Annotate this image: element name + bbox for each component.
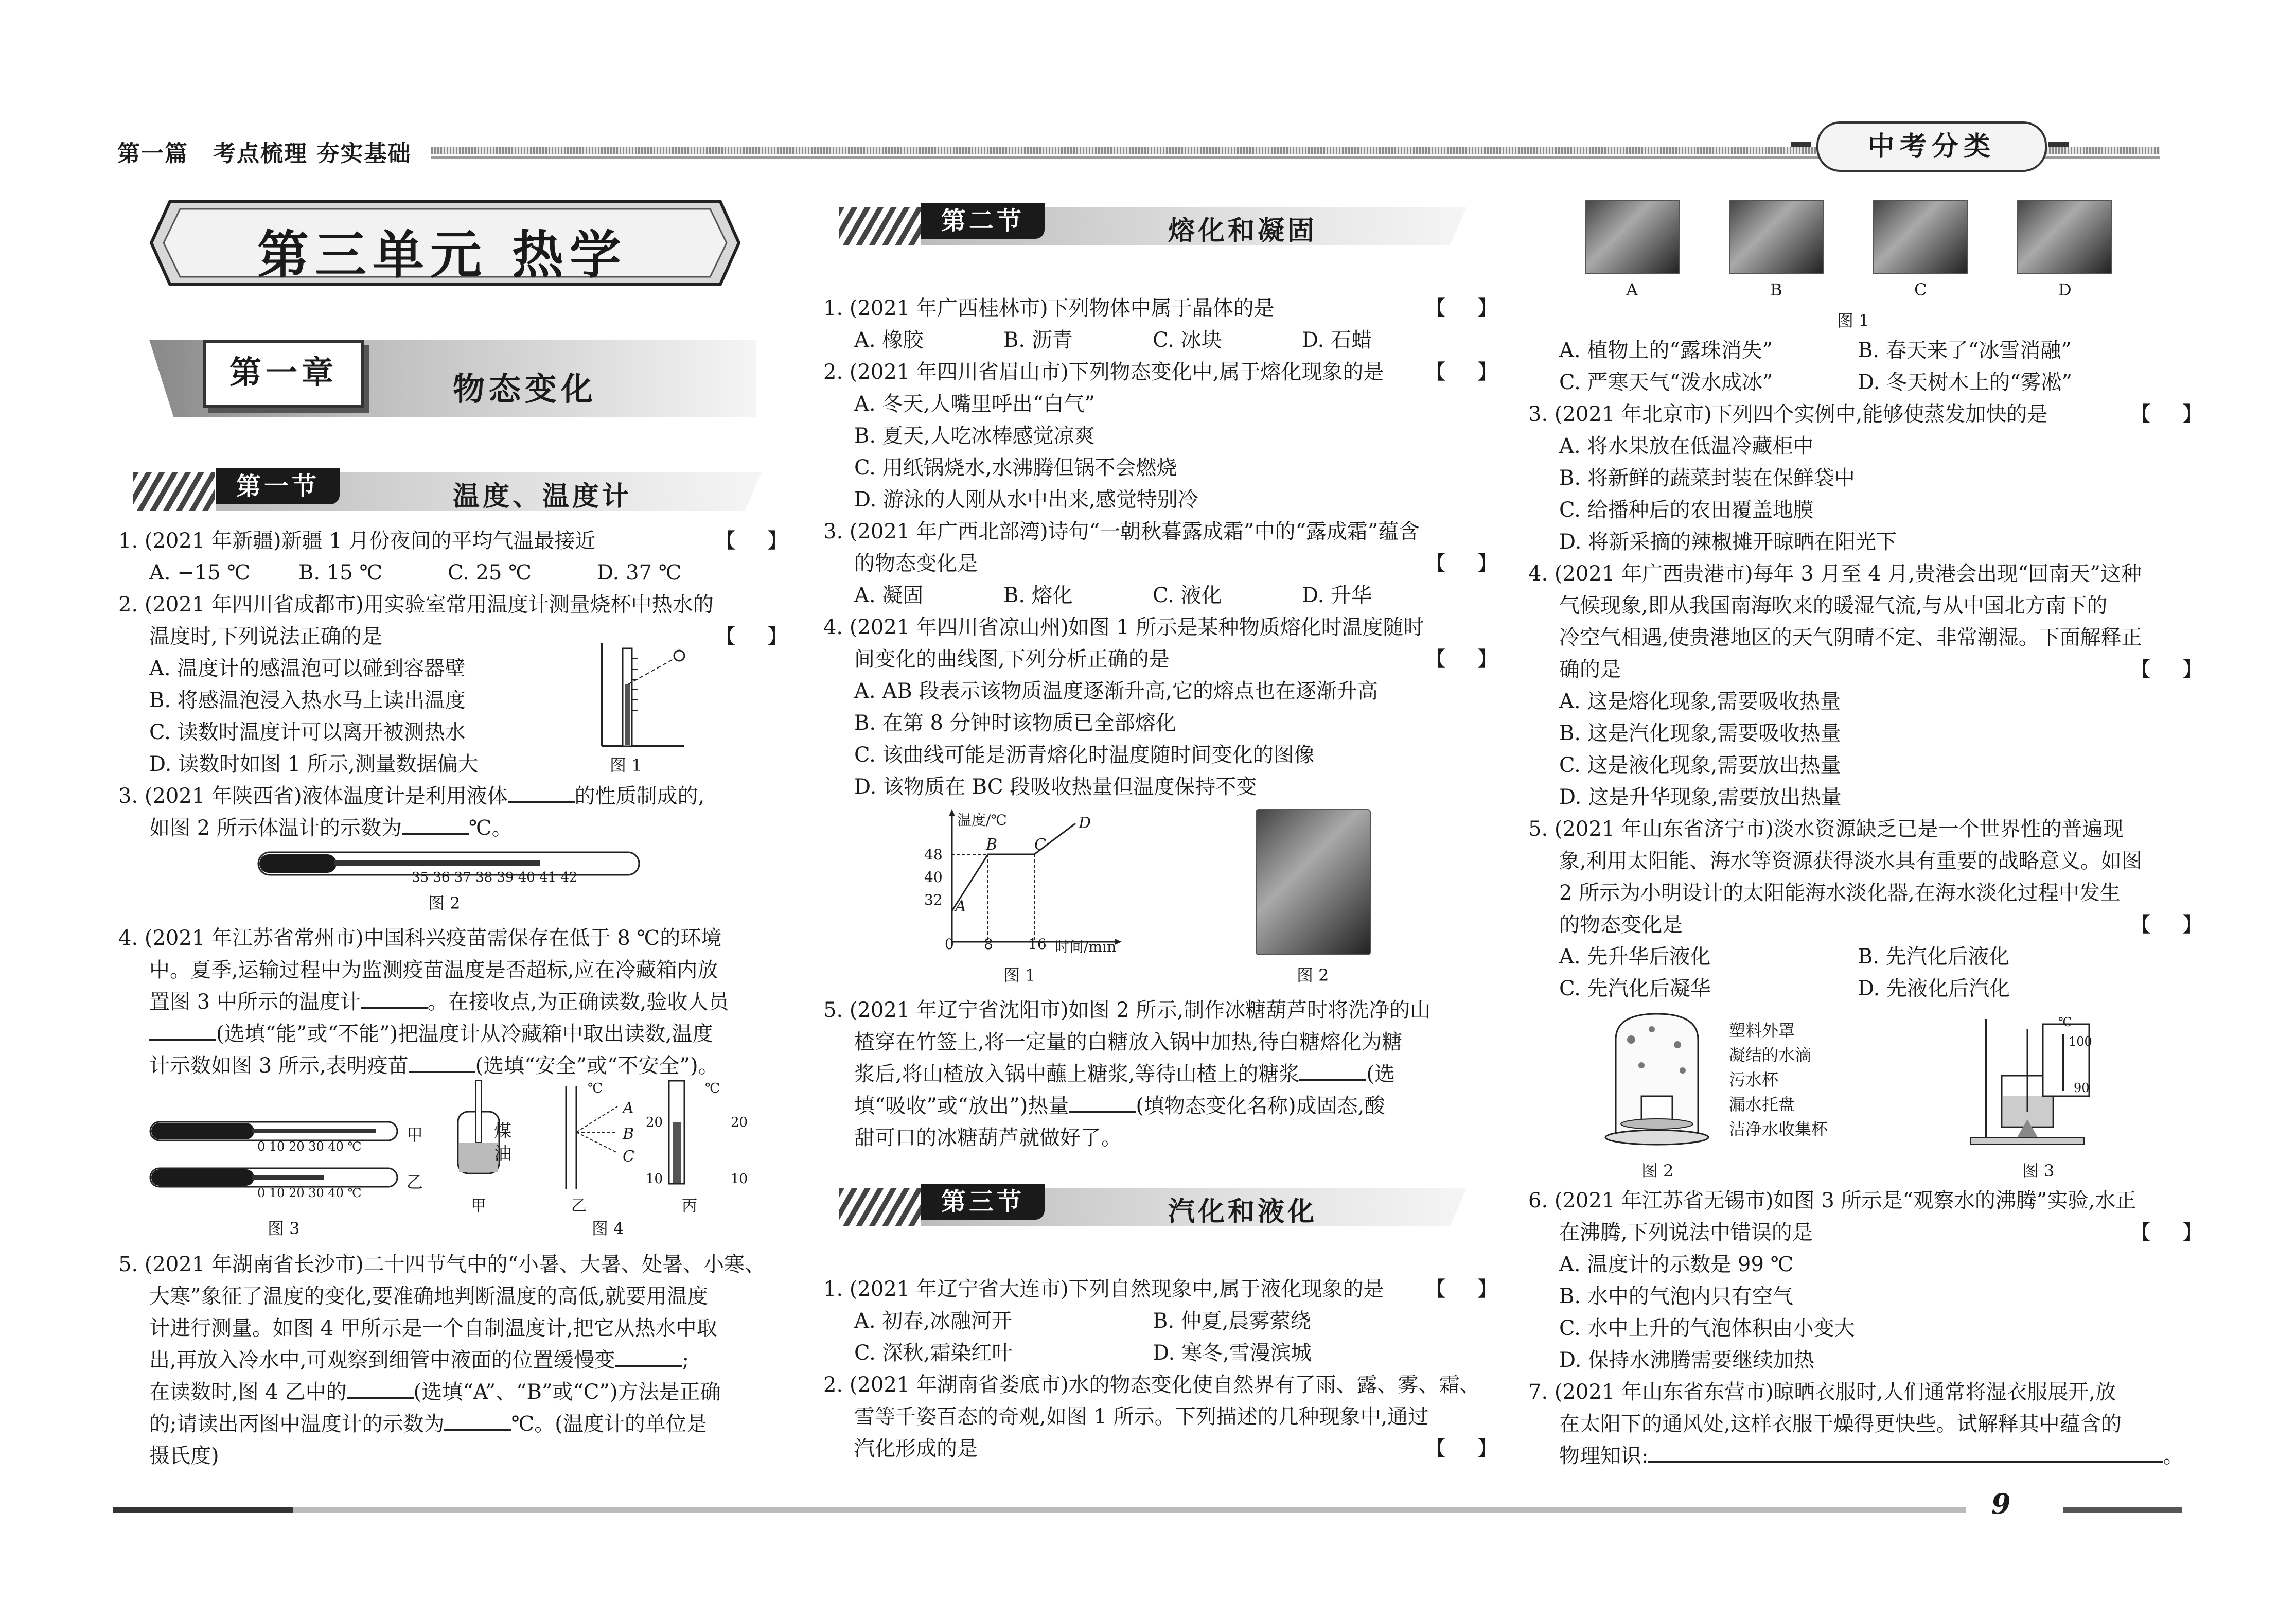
option[interactable]: D. 读数时如图 1 所示,测量数据偏大 bbox=[149, 752, 479, 776]
question-text: 7. (2021 年山东省东营市)晾晒衣服时,人们通常将湿衣服展开,放 bbox=[1528, 1380, 2116, 1404]
figure-caption: 图 3 bbox=[268, 1219, 300, 1238]
unit-title: 第三单元 热学 bbox=[257, 224, 627, 285]
option[interactable]: B. 夏天,人吃冰棒感觉凉爽 bbox=[854, 424, 1095, 448]
question-text: 填“吸收”或“放出”)热量 (填物态变化名称)成固态,酸 bbox=[854, 1090, 1385, 1122]
option[interactable]: B. 沥青 bbox=[1003, 328, 1073, 352]
question-text: 4. (2021 年广西贵港市)每年 3 月至 4 月,贵港会出现“回南天”这种 bbox=[1528, 562, 2142, 586]
option[interactable]: A. 初春,冰融河开 bbox=[854, 1309, 1013, 1333]
option[interactable]: B. 先汽化后液化 bbox=[1858, 945, 2009, 969]
tag-left-dash bbox=[1791, 142, 1811, 147]
option[interactable]: A. −15 ℃ bbox=[149, 561, 251, 585]
answer-bracket[interactable]: 【 】 bbox=[1425, 552, 1510, 575]
option[interactable]: D. 保持水沸腾需要继续加热 bbox=[1559, 1348, 1815, 1372]
figure-caption: 图 4 bbox=[592, 1219, 624, 1238]
fridge-scale: 0 10 20 30 40 ℃ bbox=[257, 1139, 362, 1154]
option[interactable]: B. 将新鲜的蔬菜封装在保鲜袋中 bbox=[1559, 466, 1855, 490]
question-text: 3. (2021 年北京市)下列四个实例中,能够使蒸发加快的是 bbox=[1528, 402, 2048, 426]
photo-label: D bbox=[2058, 280, 2072, 300]
header-subtitle: 考点梳理 夯实基础 bbox=[213, 140, 412, 167]
unit-label: ℃ bbox=[705, 1081, 720, 1096]
option[interactable]: A. 植物上的“露珠消失” bbox=[1559, 339, 1773, 362]
answer-bracket[interactable]: 【 】 bbox=[1425, 296, 1510, 320]
answer-blank[interactable] bbox=[361, 988, 428, 1009]
candied-haws-photo bbox=[1256, 809, 1371, 955]
answer-bracket[interactable]: 【 】 bbox=[1425, 1277, 1510, 1301]
photo-label: A bbox=[1626, 280, 1638, 300]
answer-blank[interactable] bbox=[1069, 1092, 1136, 1113]
scale-100: 100 bbox=[2069, 1034, 2092, 1049]
answer-blank[interactable] bbox=[149, 1020, 216, 1041]
graph-tick: 8 bbox=[984, 936, 993, 953]
chapter-title: 物态变化 bbox=[453, 370, 597, 408]
option[interactable]: D. 石蜡 bbox=[1302, 328, 1372, 352]
question-text: 2. (2021 年四川省眉山市)下列物态变化中,属于熔化现象的是 bbox=[823, 360, 1384, 384]
footer-rule-right bbox=[2063, 1507, 2182, 1513]
option[interactable]: C. 先汽化后凝华 bbox=[1559, 977, 1711, 1000]
graph-ylabel: 温度/℃ bbox=[957, 812, 1007, 829]
option[interactable]: C. 严寒天气“泼水成冰” bbox=[1559, 371, 1773, 394]
question-text: 5. (2021 年山东省济宁市)淡水资源缺乏已是一个世界性的普遍现 bbox=[1528, 817, 2124, 841]
option[interactable]: D. 升华 bbox=[1302, 584, 1372, 607]
question-text: 置图 3 中所示的温度计 。在接收点,为正确读数,验收人员 bbox=[149, 986, 729, 1018]
answer-blank[interactable] bbox=[1299, 1060, 1366, 1081]
point-C: C bbox=[1034, 836, 1046, 854]
option[interactable]: D. 游泳的人刚从水中出来,感觉特别冷 bbox=[854, 488, 1198, 512]
question-text: 在读数时,图 4 乙中的 (选填“A”、“B”或“C”)方法是正确 bbox=[149, 1376, 721, 1408]
section-2-title: 熔化和凝固 bbox=[1168, 215, 1318, 247]
option[interactable]: D. 该物质在 BC 段吸收热量但温度保持不变 bbox=[854, 775, 1257, 799]
figure-caption: 图 2 bbox=[428, 893, 461, 913]
question-text: 3. (2021 年陕西省)液体温度计是利用液体 的性质制成的, bbox=[118, 780, 704, 812]
question-text: 的物态变化是 bbox=[854, 552, 978, 575]
figure-caption: 图 3 bbox=[2022, 1161, 2055, 1181]
question-text: 汽化形成的是 bbox=[854, 1437, 978, 1461]
label-A: A bbox=[623, 1099, 634, 1117]
question-text: 3. (2021 年广西北部湾)诗句“一朝秋暮露成霜”中的“露成霜”蕴含 bbox=[823, 520, 1420, 543]
page-header bbox=[117, 135, 436, 168]
option[interactable]: C. 读数时温度计可以离开被测热水 bbox=[149, 720, 466, 744]
option[interactable]: D. 冬天树木上的“雾凇” bbox=[1858, 371, 2072, 394]
option[interactable]: D. 先液化后汽化 bbox=[1858, 977, 2010, 1000]
option[interactable]: C. 冰块 bbox=[1153, 328, 1222, 352]
section-1-label: 第一节 bbox=[216, 468, 340, 504]
option[interactable]: A. 冬天,人嘴里呼出“白气” bbox=[854, 392, 1095, 416]
thermometer-figure bbox=[592, 638, 695, 751]
question-text: 中。夏季,运输过程中为监测疫苗温度是否超标,应在冷藏箱内放 bbox=[149, 958, 718, 982]
question-text: 4. (2021 年江苏省常州市)中国科兴疫苗需保存在低于 8 ℃的环境 bbox=[118, 926, 722, 950]
category-tag: 中考分类 bbox=[1816, 121, 2047, 172]
option[interactable]: A. 这是熔化现象,需要吸收热量 bbox=[1559, 690, 1841, 713]
part-label: 第一篇 bbox=[117, 140, 188, 167]
label-jia: 甲 bbox=[407, 1125, 423, 1145]
chapter-label: 第一章 bbox=[203, 340, 364, 408]
footer-rule bbox=[113, 1507, 1966, 1513]
question-text: 如图 2 所示体温计的示数为 ℃。 bbox=[149, 812, 513, 844]
graph-tick: 48 bbox=[924, 846, 943, 863]
option[interactable]: D. 37 ℃ bbox=[597, 561, 682, 585]
answer-bracket[interactable]: 【 】 bbox=[715, 529, 800, 553]
question-text: 的物态变化是 bbox=[1559, 913, 1683, 937]
question-text: 5. (2021 年湖南省长沙市)二十四节气中的“小暑、大暑、处暑、小寒、 bbox=[118, 1253, 766, 1276]
question-text: 出,再放入冷水中,可观察到细管中液面的位置缓慢变 ; bbox=[149, 1344, 689, 1376]
label-bing: 丙 bbox=[682, 1197, 697, 1215]
rime-photo bbox=[2017, 200, 2112, 274]
question-text: 在太阳下的通风处,这样衣服干燥得更快些。试解释其中蕴含的 bbox=[1559, 1412, 2122, 1436]
option[interactable]: C. 液化 bbox=[1153, 584, 1222, 607]
scale-90: 90 bbox=[2074, 1081, 2090, 1095]
graph-tick: 0 bbox=[945, 936, 954, 953]
option[interactable]: C. 给播种后的农田覆盖地膜 bbox=[1559, 498, 1814, 522]
answer-blank[interactable] bbox=[444, 1410, 511, 1431]
figure-caption: 图 1 bbox=[610, 755, 642, 775]
option[interactable]: A. 凝固 bbox=[854, 584, 924, 607]
option[interactable]: A. AB 段表示该物质温度逐渐升高,它的熔点也在逐渐升高 bbox=[854, 679, 1379, 703]
label-C: C bbox=[623, 1148, 634, 1166]
option[interactable]: B. 春天来了“冰雪消融” bbox=[1858, 339, 2072, 362]
question-text: 5. (2021 年辽宁省沈阳市)如图 2 所示,制作冰糖葫芦时将洗净的山 bbox=[823, 998, 1431, 1022]
page-number: 9 bbox=[1991, 1487, 2011, 1520]
question-text: 计示数如图 3 所示,表明疫苗 (选填“安全”或“不安全”)。 bbox=[149, 1050, 719, 1082]
answer-blank[interactable] bbox=[1648, 1442, 2163, 1463]
tag-right-dash bbox=[2048, 142, 2069, 147]
option[interactable]: A. 温度计的示数是 99 ℃ bbox=[1559, 1253, 1794, 1276]
option[interactable]: D. 寒冬,雪漫滨城 bbox=[1153, 1341, 1312, 1365]
question-text: 温度时,下列说法正确的是 bbox=[149, 625, 382, 648]
label-yi: 乙 bbox=[407, 1172, 423, 1192]
question-text: 甜可口的冰糖葫芦就做好了。 bbox=[854, 1126, 1122, 1150]
question-text: 1. (2021 年新疆)新疆 1 月份夜间的平均气温最接近 bbox=[118, 529, 596, 553]
thermometer-scale: 35 36 37 38 39 40 41 42 bbox=[412, 870, 578, 885]
option[interactable]: B. 在第 8 分钟时该物质已全部熔化 bbox=[854, 711, 1176, 735]
option[interactable]: C. 这是液化现象,需要放出热量 bbox=[1559, 753, 1841, 777]
question-text: 6. (2021 年江苏省无锡市)如图 3 所示是“观察水的沸腾”实验,水正 bbox=[1528, 1189, 2136, 1212]
tick-10: 10 bbox=[646, 1171, 663, 1187]
question-text: 物理知识: 。 bbox=[1559, 1440, 2183, 1472]
question-text: 气候现象,即从我国南海吹来的暖湿气流,与从中国北方南下的 bbox=[1559, 594, 2108, 618]
question-text: 1. (2021 年辽宁省大连市)下列自然现象中,属于液化现象的是 bbox=[823, 1277, 1384, 1301]
question-text: 的;请读出丙图中温度计的示数为 ℃。(温度计的单位是 bbox=[149, 1408, 707, 1440]
option[interactable]: A. 温度计的感温泡可以碰到容器壁 bbox=[149, 657, 466, 680]
melting-graph bbox=[921, 808, 1127, 957]
desalinator-figure bbox=[1595, 1009, 1719, 1148]
question-text: 计进行测量。如图 4 甲所示是一个自制温度计,把它从热水中取 bbox=[149, 1316, 717, 1340]
graph-tick: 16 bbox=[1028, 936, 1047, 953]
section-3-title: 汽化和液化 bbox=[1168, 1196, 1318, 1227]
option[interactable]: B. 这是汽化现象,需要吸收热量 bbox=[1559, 722, 1841, 745]
splash-photo bbox=[1873, 200, 1968, 274]
label-B: B bbox=[623, 1125, 634, 1143]
question-text: 冷空气相遇,使贵港地区的天气阴晴不定、非常潮湿。下面解释正 bbox=[1559, 626, 2142, 649]
option[interactable]: B. 仲夏,晨雾萦绕 bbox=[1153, 1309, 1311, 1333]
option[interactable]: C. 该曲线可能是沥青熔化时温度随时间变化的图像 bbox=[854, 743, 1315, 767]
option[interactable]: A. 将水果放在低温冷藏柜中 bbox=[1559, 434, 1814, 458]
unit-label: ℃ bbox=[588, 1081, 603, 1096]
answer-blank[interactable] bbox=[347, 1378, 414, 1399]
question-text: 大寒”象征了温度的变化,要准确地判断温度的高低,就要用温度 bbox=[149, 1285, 708, 1308]
question-text: 楂穿在竹签上,将一定量的白糖放入锅中加热,待白糖熔化为糖 bbox=[854, 1030, 1403, 1054]
question-text: 间变化的曲线图,下列分析正确的是 bbox=[854, 647, 1170, 671]
answer-bracket[interactable]: 【 】 bbox=[1425, 647, 1510, 671]
option[interactable]: C. 25 ℃ bbox=[448, 561, 532, 585]
question-text: 在沸腾,下列说法中错误的是 bbox=[1559, 1221, 1813, 1244]
section-3-label: 第三节 bbox=[921, 1184, 1045, 1220]
option[interactable]: C. 用纸锅烧水,水沸腾但锅不会燃烧 bbox=[854, 456, 1177, 480]
question-text: 确的是 bbox=[1559, 658, 1621, 681]
option[interactable]: D. 这是升华现象,需要放出热量 bbox=[1559, 785, 1842, 809]
tick-20: 20 bbox=[646, 1115, 663, 1130]
figure-caption: 图 2 bbox=[1641, 1161, 1674, 1181]
answer-blank[interactable] bbox=[409, 1051, 475, 1073]
dew-photo bbox=[1585, 200, 1680, 274]
desalinator-labels: 塑料外罩 凝结的水滴 污水杯 漏水托盘 洁净水收集杯 bbox=[1729, 1021, 1828, 1139]
photo-label: B bbox=[1770, 280, 1782, 300]
answer-blank[interactable] bbox=[615, 1346, 682, 1367]
section-stripes bbox=[839, 207, 921, 245]
answer-bracket[interactable]: 【 】 bbox=[1425, 1437, 1510, 1461]
graph-tick: 40 bbox=[924, 869, 943, 886]
answer-bracket[interactable]: 【 】 bbox=[2130, 402, 2215, 426]
option[interactable]: A. 橡胶 bbox=[854, 328, 924, 352]
answer-bracket[interactable]: 【 】 bbox=[715, 625, 800, 648]
question-text: 雪等千姿百态的奇观,如图 1 所示。下列描述的几种现象中,通过 bbox=[854, 1405, 1429, 1429]
question-text: 4. (2021 年四川省凉山州)如图 1 所示是某种物质熔化时温度随时 bbox=[823, 616, 1424, 639]
answer-bracket[interactable]: 【 】 bbox=[2130, 913, 2215, 937]
question-text: 摄氏度) bbox=[149, 1444, 219, 1468]
option[interactable]: B. 熔化 bbox=[1003, 584, 1073, 607]
point-D: D bbox=[1079, 814, 1091, 832]
section-stripes bbox=[839, 1188, 921, 1226]
point-B: B bbox=[986, 836, 998, 854]
answer-bracket[interactable]: 【 】 bbox=[1425, 360, 1510, 384]
boiling-figure bbox=[1966, 1009, 2099, 1148]
figure-caption: 图 2 bbox=[1297, 965, 1329, 985]
option[interactable]: B. 15 ℃ bbox=[298, 561, 383, 585]
section-2-label: 第二节 bbox=[921, 203, 1045, 239]
question-text: (选填“能”或“不能”)把温度计从冷藏箱中取出读数,温度 bbox=[149, 1018, 713, 1050]
answer-bracket[interactable]: 【 】 bbox=[2130, 658, 2215, 681]
tick-20: 20 bbox=[731, 1115, 748, 1130]
graph-tick: 32 bbox=[924, 891, 943, 908]
question-text: 2. (2021 年湖南省娄底市)水的物态变化使自然界有了雨、露、雾、霜、 bbox=[823, 1373, 1480, 1397]
ice-photo bbox=[1729, 200, 1824, 274]
question-text: 1. (2021 年广西桂林市)下列物体中属于晶体的是 bbox=[823, 296, 1275, 320]
label-yi: 乙 bbox=[571, 1197, 587, 1215]
option[interactable]: D. 将新采摘的辣椒摊开晾晒在阳光下 bbox=[1559, 530, 1897, 554]
option[interactable]: A. 先升华后液化 bbox=[1559, 945, 1711, 969]
answer-blank[interactable] bbox=[508, 782, 575, 803]
question-text: 2 所示为小明设计的太阳能海水淡化器,在海水淡化过程中发生 bbox=[1559, 881, 2121, 905]
photo-label: C bbox=[1914, 280, 1927, 300]
question-text: 浆后,将山楂放入锅中蘸上糖浆,等待山楂上的糖浆 (选 bbox=[854, 1058, 1395, 1090]
section-stripes bbox=[133, 472, 215, 511]
option[interactable]: C. 水中上升的气泡体积由小变大 bbox=[1559, 1316, 1855, 1340]
option[interactable]: B. 将感温泡浸入热水马上读出温度 bbox=[149, 689, 466, 712]
question-text: 象,利用太阳能、海水等资源获得淡水具有重要的战略意义。如图 bbox=[1559, 849, 2142, 873]
question-text: 2. (2021 年四川省成都市)用实验室常用温度计测量烧杯中热水的 bbox=[118, 593, 714, 617]
answer-blank[interactable] bbox=[402, 814, 469, 835]
fridge-scale: 0 10 20 30 40 ℃ bbox=[257, 1186, 362, 1200]
label-oil: 煤 油 bbox=[494, 1121, 511, 1164]
point-A: A bbox=[955, 898, 966, 916]
label-jia: 甲 bbox=[471, 1197, 486, 1215]
tick-10: 10 bbox=[731, 1171, 748, 1187]
graph-xlabel: 时间/min bbox=[1055, 938, 1116, 955]
option[interactable]: B. 水中的气泡内只有空气 bbox=[1559, 1285, 1793, 1308]
option[interactable]: C. 深秋,霜染红叶 bbox=[854, 1341, 1013, 1365]
answer-bracket[interactable]: 【 】 bbox=[2130, 1221, 2215, 1244]
section-1-title: 温度、温度计 bbox=[453, 481, 632, 512]
figure-caption: 图 1 bbox=[1837, 311, 1869, 330]
scale-unit: ℃ bbox=[2058, 1015, 2072, 1029]
figure-caption: 图 1 bbox=[1003, 965, 1036, 985]
